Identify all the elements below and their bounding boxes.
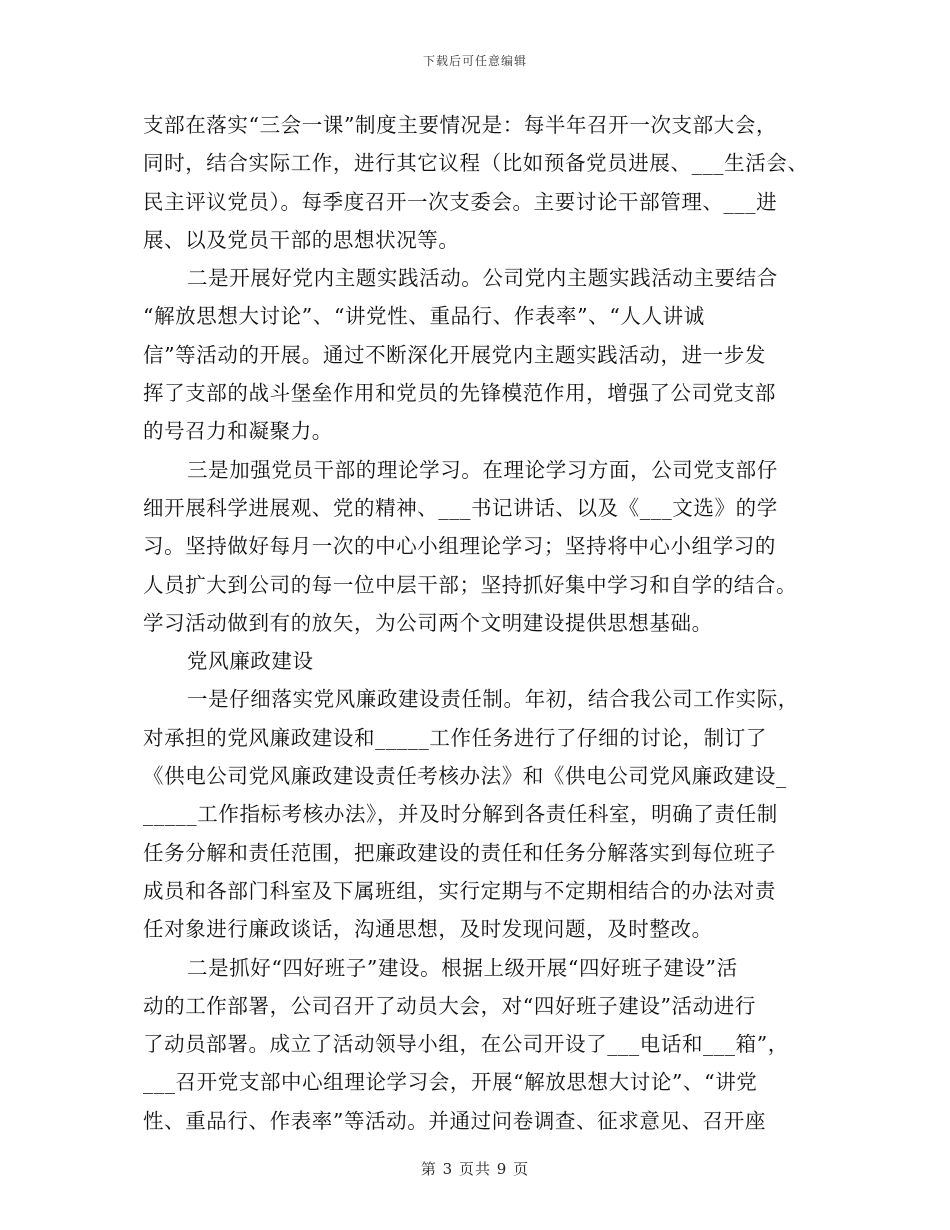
- text-line: 三是加强党员干部的理论学习。在理论学习方面，公司党支部仔: [187, 457, 778, 482]
- text-line: 成员和各部门科室及下属班组，实行定期与不定期相结合的办法对责: [143, 878, 776, 903]
- text-line: 人员扩大到公司的每一位中层干部；坚持抓好集中学习和自学的结合。: [143, 572, 798, 597]
- text-line: 了动员部署。成立了活动领导小组，在公司开设了___电话和___箱”，: [143, 1032, 789, 1057]
- text-line: 细开展科学进展观、党的精神、___书记讲话、以及《___文选》的学: [143, 495, 778, 520]
- text-line: 支部在落实“三会一课”制度主要情况是：每半年召开一次支部大会，: [143, 113, 778, 137]
- text-line: 性、重品行、作表率”等活动。并通过问卷调查、征求意见、召开座: [143, 1108, 766, 1133]
- text-line: ___召开党支部中心组理论学习会，开展“解放思想大讨论”、“讲党: [143, 1070, 758, 1095]
- text-line: 展、以及党员干部的思想状况等。: [143, 227, 460, 252]
- text-line: 二是抓好“四好班子”建设。根据上级开展“四好班子建设”活: [187, 955, 738, 980]
- page-number: 第 3 页共 9 页: [420, 1160, 530, 1178]
- text-line: 民主评议党员）。每季度召开一次支委会。主要讨论干部管理、___进: [143, 189, 778, 214]
- text-line: _____工作指标考核办法》，并及时分解到各责任科室，明确了责任制: [143, 802, 778, 827]
- text-line: 任对象进行廉政谈话，沟通思想，及时发现问题，及时整改。: [143, 917, 713, 942]
- text-line: 动的工作部署，公司召开了动员大会，对“四好班子建设”活动进行: [143, 993, 756, 1018]
- text-line: 同时，结合实际工作，进行其它议程（比如预备党员进展、___生活会、: [143, 151, 809, 176]
- text-line: 信”等活动的开展。通过不断深化开展党内主题实践活动，进一步发: [143, 342, 766, 367]
- text-line: 学习活动做到有的放矢，为公司两个文明建设提供思想基础。: [143, 610, 713, 635]
- text-line: 任务分解和责任范围，把廉政建设的责任和任务分解落实到每位班子: [143, 840, 776, 865]
- text-line: “解放思想大讨论”、“讲党性、重品行、作表率”、“人人讲诚: [143, 304, 705, 329]
- document-body: [143, 106, 809, 1140]
- text-line: 的号召力和凝聚力。: [143, 419, 333, 444]
- text-line: 习。坚持做好每月一次的中心小组理论学习；坚持将中心小组学习的: [143, 534, 776, 559]
- text-line: 一是仔细落实党风廉政建设责任制。年初，结合我公司工作实际，: [187, 687, 799, 712]
- text-line: 《供电公司党风廉政建设责任考核办法》和《供电公司党风廉政建设_: [143, 764, 787, 789]
- text-line: 挥了支部的战斗堡垒作用和党员的先锋模范作用，增强了公司党支部: [143, 381, 776, 406]
- text-line: 对承担的党风廉政建设和_____工作任务进行了仔细的讨论，制订了: [143, 725, 767, 750]
- text-line: 党风廉政建设: [187, 649, 314, 674]
- page-header: 下载后可任意编辑: [422, 54, 527, 68]
- text-line: 二是开展好党内主题实践活动。公司党内主题实践活动主要结合: [187, 266, 778, 291]
